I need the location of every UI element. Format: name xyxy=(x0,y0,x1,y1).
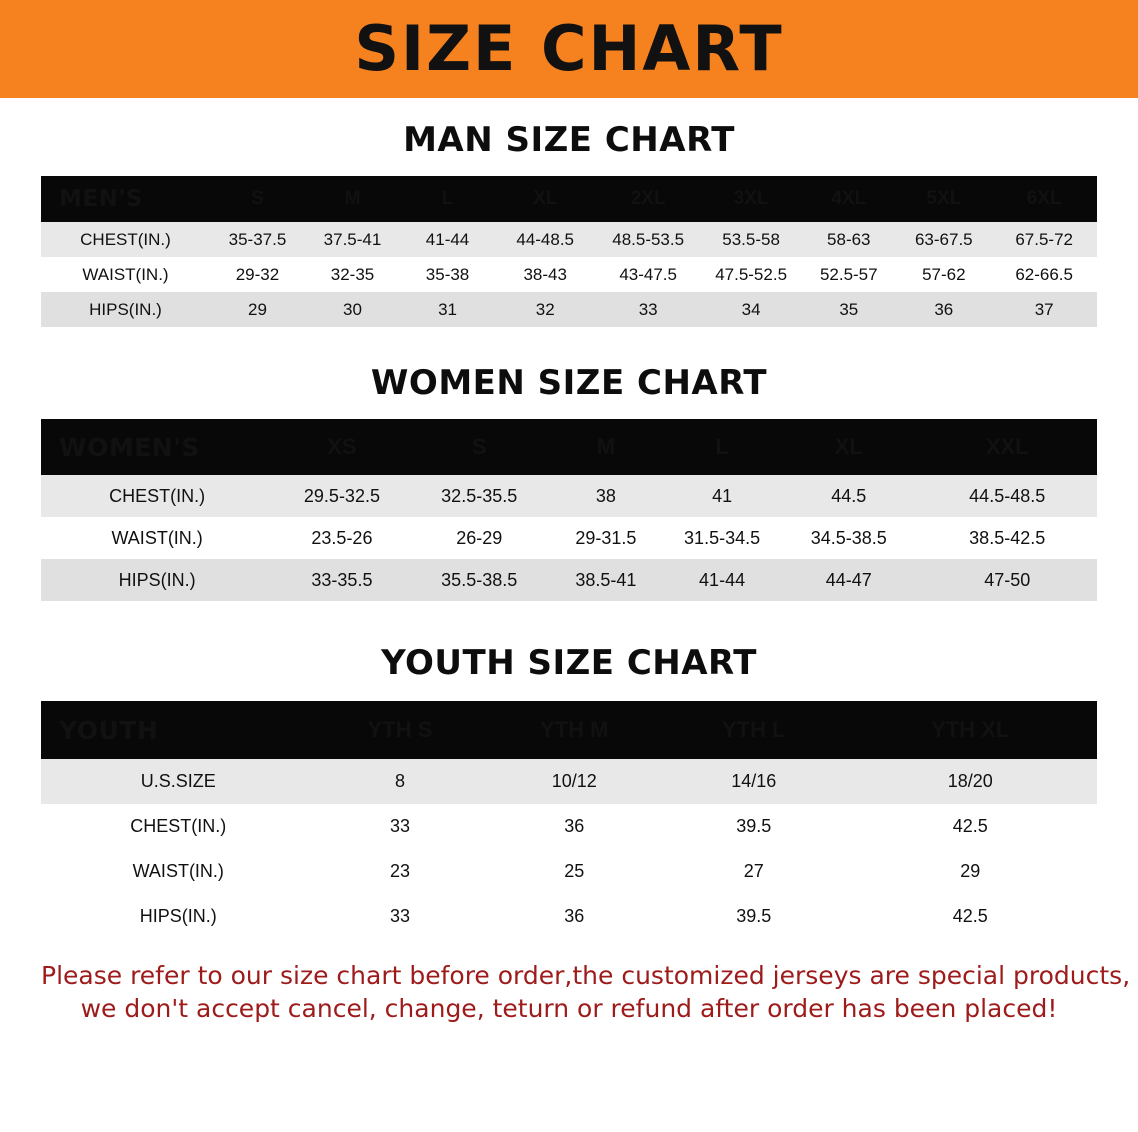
man-row-1-cell-2: 35-38 xyxy=(425,264,470,284)
man-header-cell-3: L xyxy=(441,188,454,209)
youth-header-cell-0: YOUTH xyxy=(59,715,159,745)
women-header-cell-1: XS xyxy=(327,434,357,459)
youth-row-3-cell-1: 36 xyxy=(564,906,585,926)
man-section-heading: MAN SIZE CHART xyxy=(403,120,735,160)
man-row-2-cell-8: 37 xyxy=(1034,299,1054,319)
table-row xyxy=(41,475,1097,517)
women-row-2-cell-0: 33-35.5 xyxy=(311,569,373,590)
man-row-1-cell-1: 32-35 xyxy=(330,264,375,284)
man-row-2-cell-1: 30 xyxy=(343,299,362,319)
man-row-2-cell-7: 36 xyxy=(934,299,954,319)
women-row-1-cell-3: 31.5-34.5 xyxy=(684,527,761,548)
women-section-heading: WOMEN SIZE CHART xyxy=(370,363,768,403)
man-row-0-cell-6: 58-63 xyxy=(827,229,871,249)
youth-header-cell-4: YTH XL xyxy=(931,717,1010,742)
man-row-2-cell-6: 35 xyxy=(839,299,859,319)
footer-note xyxy=(41,959,1131,1026)
man-header-cell-4: XL xyxy=(533,188,558,209)
women-row-0-cell-5: 44.5-48.5 xyxy=(969,485,1046,506)
women-row-2-label: HIPS(IN.) xyxy=(118,569,196,590)
table-row xyxy=(41,759,1097,804)
youth-row-0-label: U.S.SIZE xyxy=(140,771,216,791)
women-header-cell-5: XL xyxy=(834,434,863,459)
women-header-cell-6: XXL xyxy=(985,434,1029,459)
women-row-0-cell-1: 32.5-35.5 xyxy=(441,485,518,506)
women-row-1-cell-4: 34.5-38.5 xyxy=(810,527,887,548)
man-table-header-row xyxy=(41,176,1097,222)
man-header-cell-7: 4XL xyxy=(831,188,867,209)
youth-row-1-cell-3: 42.5 xyxy=(952,816,988,836)
youth-row-3-cell-0: 33 xyxy=(390,906,411,926)
man-row-2-cell-5: 34 xyxy=(741,299,761,319)
man-row-0-label: CHEST(IN.) xyxy=(80,229,171,249)
man-row-2-cell-2: 31 xyxy=(438,299,457,319)
youth-table-header-row xyxy=(41,701,1097,759)
women-header-cell-2: S xyxy=(471,434,487,459)
man-header-cell-8: 5XL xyxy=(926,188,962,209)
women-row-0-cell-3: 41 xyxy=(712,485,733,506)
man-row-1-cell-6: 52.5-57 xyxy=(819,264,878,284)
youth-row-3-cell-2: 39.5 xyxy=(736,906,772,926)
footer-note-line-2: we don't accept cancel, change, teturn or refund after order has been placed! xyxy=(80,994,1058,1024)
man-row-2-label: HIPS(IN.) xyxy=(89,299,162,319)
table-row xyxy=(41,517,1097,559)
man-row-0-cell-7: 63-67.5 xyxy=(914,229,973,249)
man-row-0-cell-5: 53.5-58 xyxy=(722,229,780,249)
man-row-0-cell-4: 48.5-53.5 xyxy=(612,229,685,249)
man-header-cell-0: MEN'S xyxy=(59,186,143,212)
page-title: SIZE CHART xyxy=(354,12,784,85)
youth-row-2-cell-2: 27 xyxy=(743,861,764,881)
table-row xyxy=(41,559,1097,601)
man-size-table xyxy=(41,176,1097,327)
man-row-1-cell-3: 38-43 xyxy=(523,264,567,284)
youth-row-0-cell-3: 18/20 xyxy=(947,771,993,791)
women-row-2-cell-2: 38.5-41 xyxy=(575,569,637,590)
women-table-header-row xyxy=(41,419,1097,475)
women-row-2-cell-5: 47-50 xyxy=(984,569,1031,590)
youth-row-3-label: HIPS(IN.) xyxy=(139,906,217,926)
women-row-1-cell-1: 26-29 xyxy=(456,527,503,548)
man-row-0-cell-0: 35-37.5 xyxy=(228,229,287,249)
women-row-1-cell-5: 38.5-42.5 xyxy=(969,527,1046,548)
youth-header-cell-1: YTH S xyxy=(367,717,433,742)
women-row-2-cell-3: 41-44 xyxy=(699,569,746,590)
man-row-1-cell-7: 57-62 xyxy=(922,264,966,284)
man-row-0-cell-8: 67.5-72 xyxy=(1015,229,1073,249)
women-row-2-cell-4: 44-47 xyxy=(825,569,872,590)
youth-size-table-wrapper xyxy=(41,701,1097,939)
man-row-0-cell-3: 44-48.5 xyxy=(516,229,575,249)
women-row-1-cell-2: 29-31.5 xyxy=(575,527,637,548)
women-row-0-label: CHEST(IN.) xyxy=(109,485,206,506)
youth-header-cell-2: YTH M xyxy=(540,717,609,742)
man-header-cell-1: S xyxy=(251,188,264,209)
women-size-table xyxy=(41,419,1097,601)
table-row xyxy=(41,894,1097,939)
table-row xyxy=(41,257,1097,292)
women-row-1-label: WAIST(IN.) xyxy=(111,527,203,548)
youth-row-0-cell-2: 14/16 xyxy=(731,771,777,791)
youth-row-0-cell-0: 8 xyxy=(395,771,406,791)
footer-note-line-1: Please refer to our size chart before order,the customized jerseys are special products, xyxy=(41,961,1131,990)
man-header-cell-2: M xyxy=(344,188,361,209)
women-row-0-cell-4: 44.5 xyxy=(831,485,867,506)
youth-row-1-cell-0: 33 xyxy=(390,816,411,836)
youth-size-table xyxy=(41,701,1097,939)
man-row-1-cell-4: 43-47.5 xyxy=(619,264,677,284)
youth-row-1-cell-1: 36 xyxy=(564,816,585,836)
youth-row-0-cell-1: 10/12 xyxy=(551,771,597,791)
man-row-1-label: WAIST(IN.) xyxy=(82,264,169,284)
youth-row-2-label: WAIST(IN.) xyxy=(132,861,224,881)
man-row-1-cell-5: 47.5-52.5 xyxy=(715,264,788,284)
youth-section-heading: YOUTH SIZE CHART xyxy=(381,643,757,683)
man-header-cell-5: 2XL xyxy=(630,188,666,209)
man-header-cell-9: 6XL xyxy=(1026,188,1062,209)
man-row-2-cell-0: 29 xyxy=(248,299,267,319)
women-header-cell-3: M xyxy=(596,434,616,459)
youth-row-3-cell-3: 42.5 xyxy=(952,906,988,926)
man-row-0-cell-1: 37.5-41 xyxy=(323,229,382,249)
table-row xyxy=(41,222,1097,257)
table-row xyxy=(41,804,1097,849)
table-row xyxy=(41,292,1097,327)
youth-row-1-cell-2: 39.5 xyxy=(736,816,772,836)
women-row-2-cell-1: 35.5-38.5 xyxy=(441,569,518,590)
youth-row-2-cell-1: 25 xyxy=(564,861,585,881)
man-row-1-cell-0: 29-32 xyxy=(235,264,280,284)
man-row-2-cell-3: 32 xyxy=(535,299,555,319)
youth-row-2-cell-3: 29 xyxy=(960,861,981,881)
women-row-0-cell-0: 29.5-32.5 xyxy=(303,485,380,506)
youth-header-cell-3: YTH L xyxy=(721,717,786,742)
youth-row-2-cell-0: 23 xyxy=(390,861,411,881)
women-row-0-cell-2: 38 xyxy=(595,485,616,506)
man-row-2-cell-4: 33 xyxy=(638,299,658,319)
women-header-cell-0: WOMEN'S xyxy=(59,432,200,462)
women-header-cell-4: L xyxy=(715,434,729,459)
man-header-cell-6: 3XL xyxy=(733,188,769,209)
page-banner xyxy=(0,0,1138,98)
man-row-1-cell-8: 62-66.5 xyxy=(1015,264,1073,284)
women-size-table-wrapper xyxy=(41,419,1097,601)
man-row-0-cell-2: 41-44 xyxy=(425,229,470,249)
youth-row-1-label: CHEST(IN.) xyxy=(130,816,227,836)
women-row-1-cell-0: 23.5-26 xyxy=(311,527,373,548)
table-row xyxy=(41,849,1097,894)
man-size-table-wrapper xyxy=(41,176,1097,327)
